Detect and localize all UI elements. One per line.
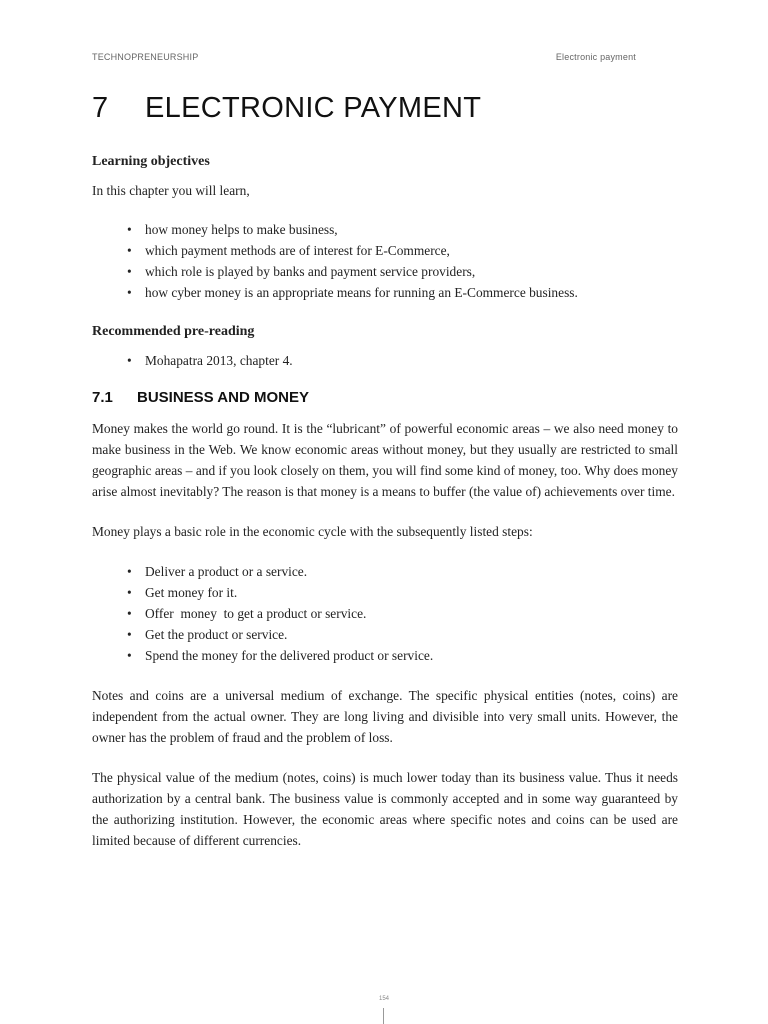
learning-objectives-intro: In this chapter you will learn, bbox=[92, 183, 250, 198]
footer-rule bbox=[383, 1008, 384, 1024]
list-item: • Deliver a product or a service. bbox=[127, 561, 678, 582]
economic-cycle-list bbox=[92, 561, 678, 666]
chapter-title bbox=[92, 86, 678, 130]
paragraph-money-makes-world: Money makes the world go round. It is the “lubricant” of powerful economic areas – we also need money to make business in the Web. We know economic areas without money, but they usually are restricted to small geographic areas – and if you look closely on them, you will find some kind of money, too. Why does money arise almost inevitably? The reason is that money is a means to buffer (the value of) achievements over time. bbox=[92, 421, 678, 499]
running-header-book-title: TECHNOPRENEURSHIP bbox=[92, 52, 199, 62]
chapter-number: 7 bbox=[92, 92, 109, 124]
paragraph-economic-cycle: Money plays a basic role in the economic cycle with the subsequently listed steps: bbox=[92, 524, 533, 539]
list-item: • which role is played by banks and payment service providers, bbox=[127, 261, 678, 282]
list-item: • how cyber money is an appropriate means for running an E-Commerce business. bbox=[127, 282, 678, 303]
list-item: • which payment methods are of interest for E-Commerce, bbox=[127, 240, 678, 261]
list-item: • how money helps to make business, bbox=[127, 219, 678, 240]
running-header-chapter-title: Electronic payment bbox=[555, 52, 636, 62]
page-content bbox=[92, 86, 678, 851]
chapter-title-text: ELECTRONIC PAYMENT bbox=[145, 92, 482, 124]
page-number: 154 bbox=[378, 996, 389, 1002]
list-item: • Offer money to get a product or service. bbox=[127, 603, 678, 624]
list-item: • Mohapatra 2013, chapter 4. bbox=[127, 350, 678, 371]
pre-reading-list bbox=[92, 350, 678, 371]
paragraph-notes-and-coins: Notes and coins are a universal medium of exchange. The specific physical entities (notes, coins) are independent from the actual owner. They are long living and divisible into very small units. However, the owner has the problem of fraud and the problem of loss. bbox=[92, 688, 678, 745]
list-item: • Get money for it. bbox=[127, 582, 678, 603]
section-number: 7.1 bbox=[92, 389, 113, 406]
section-title bbox=[92, 387, 678, 409]
learning-objectives-list bbox=[92, 219, 678, 303]
learning-objectives-heading: Learning objectives bbox=[92, 154, 210, 169]
pre-reading-heading: Recommended pre-reading bbox=[92, 324, 255, 339]
paragraph-physical-value: The physical value of the medium (notes, coins) is much lower today than its business value. Thus it needs authorization by a central bank. The business value is commonly accepted and in some way guaranteed by the authorizing institution. However, the economic areas where specific notes and coins can be used are limited because of different currencies. bbox=[92, 770, 678, 848]
list-item: • Spend the money for the delivered product or service. bbox=[127, 645, 678, 666]
list-item: • Get the product or service. bbox=[127, 624, 678, 645]
section-title-text: BUSINESS AND MONEY bbox=[137, 389, 309, 406]
